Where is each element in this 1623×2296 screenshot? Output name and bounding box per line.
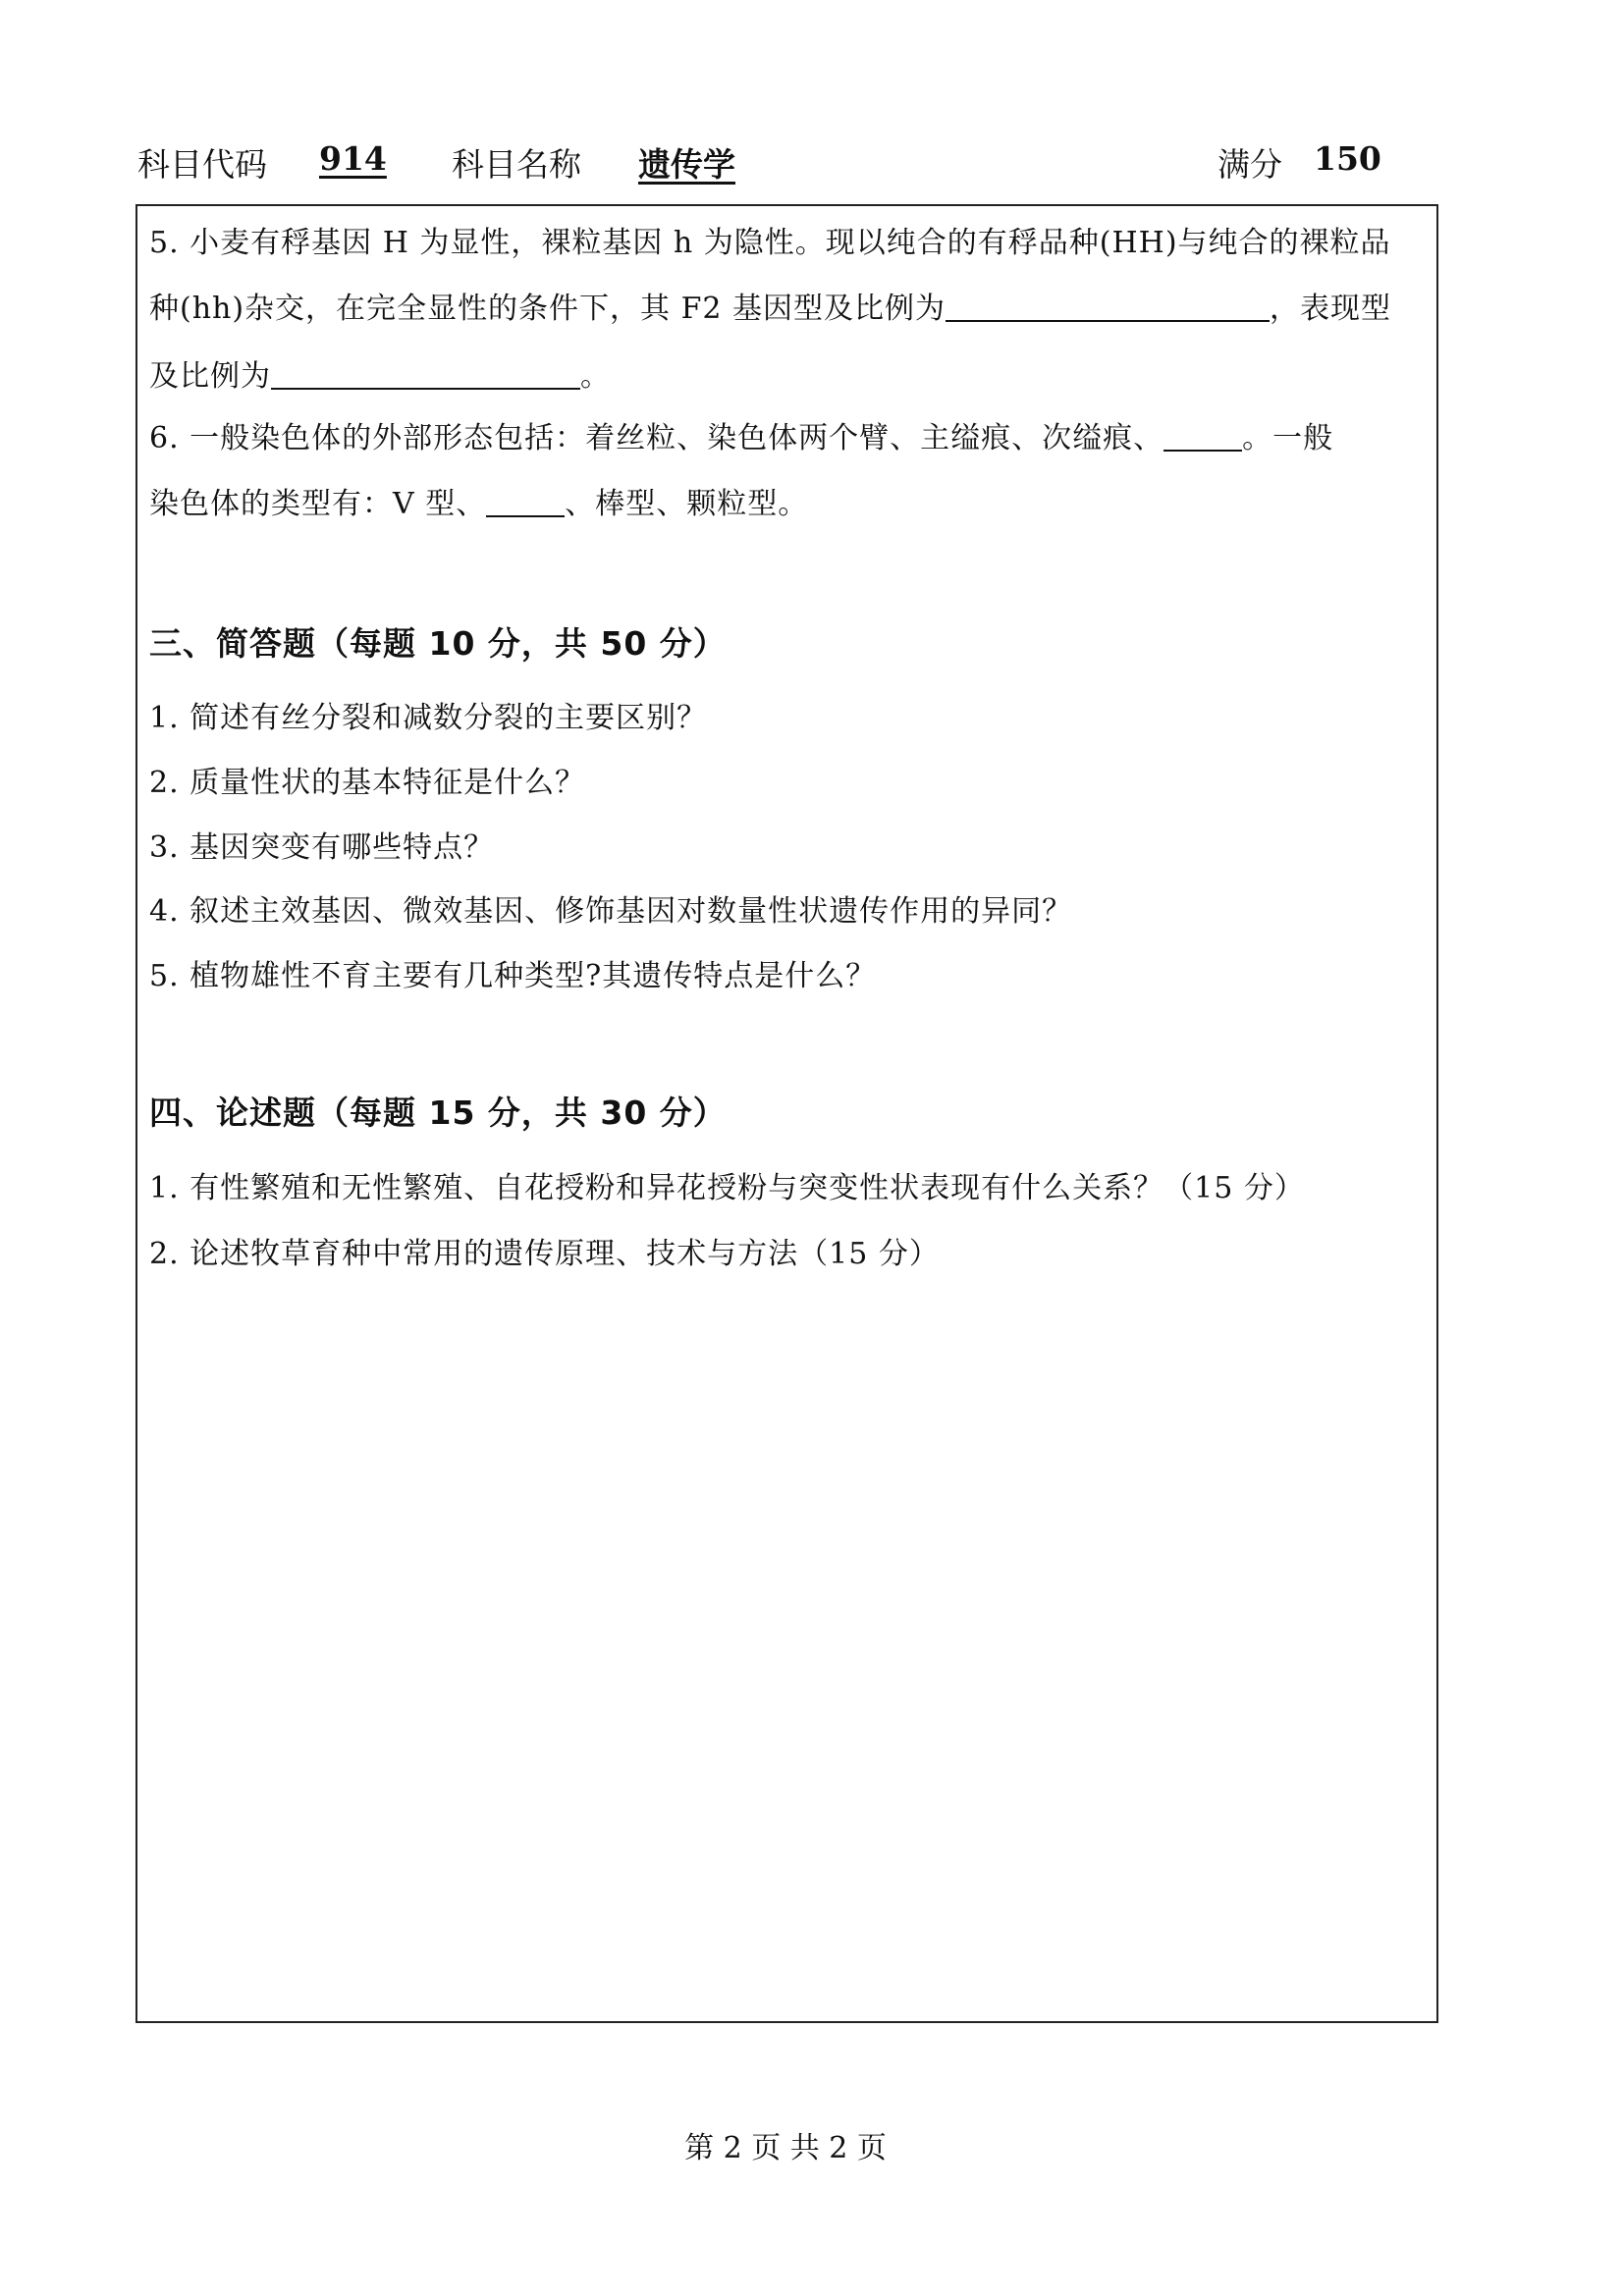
- q6-text: 6. 一般染色体的外部形态包括：着丝粒、染色体两个臂、主缢痕、次缢痕、: [149, 421, 1164, 455]
- full-score-label: 满分: [1217, 145, 1282, 184]
- q5-line2: [149, 284, 1391, 327]
- section4-title: 四、论述题（每题 15 分，共 30 分）: [149, 1094, 727, 1132]
- q5-text: 及比例为: [149, 359, 271, 394]
- section3-item: 1. 简述有丝分裂和减数分裂的主要区别？: [149, 701, 708, 735]
- subject-name-label: 科目名称: [452, 145, 581, 184]
- q5-text: ，表现型: [1270, 292, 1392, 326]
- q6-text: 染色体的类型有：V 型、: [149, 487, 487, 521]
- section4-item: 2. 论述牧草育种中常用的遗传原理、技术与方法（15 分）: [149, 1237, 940, 1271]
- section3-title: 三、简答题（每题 10 分，共 50 分）: [149, 624, 727, 663]
- answer-blank: [486, 486, 565, 517]
- section4-item: 1. 有性繁殖和无性繁殖、自花授粉和异花授粉与突变性状表现有什么关系？（15 分）: [149, 1171, 1305, 1205]
- subject-code-label: 科目代码: [137, 145, 267, 184]
- subject-code: 914: [319, 139, 387, 178]
- q6-line2: [149, 479, 808, 522]
- q5-line3: [149, 351, 611, 395]
- q6-line1: [149, 413, 1333, 456]
- q5-text: 种(hh)杂交，在完全显性的条件下，其 F2 基因型及比例为: [149, 292, 947, 326]
- page-number: 第 2 页 共 2 页: [684, 2131, 887, 2165]
- q5-line1: 5. 小麦有稃基因 H 为显性，裸粒基因 h 为隐性。现以纯合的有稃品种(HH)与纯合的裸粒品: [149, 226, 1391, 260]
- section3-item: 5. 植物雄性不育主要有几种类型?其遗传特点是什么？: [149, 959, 877, 993]
- subject-name: 遗传学: [638, 145, 735, 184]
- answer-blank: [946, 291, 1270, 322]
- q6-text: 、棒型、颗粒型。: [565, 487, 809, 521]
- section3-item: 4. 叙述主效基因、微效基因、修饰基因对数量性状遗传作用的异同？: [149, 894, 1073, 929]
- answer-blank: [1163, 420, 1242, 452]
- full-score: 150: [1314, 139, 1381, 178]
- q5-text: 。: [580, 359, 611, 394]
- answer-blank: [271, 358, 580, 390]
- section3-item: 3. 基因突变有哪些特点？: [149, 830, 495, 865]
- section3-item: 2. 质量性状的基本特征是什么？: [149, 766, 586, 800]
- q6-text: 。一般: [1242, 421, 1334, 455]
